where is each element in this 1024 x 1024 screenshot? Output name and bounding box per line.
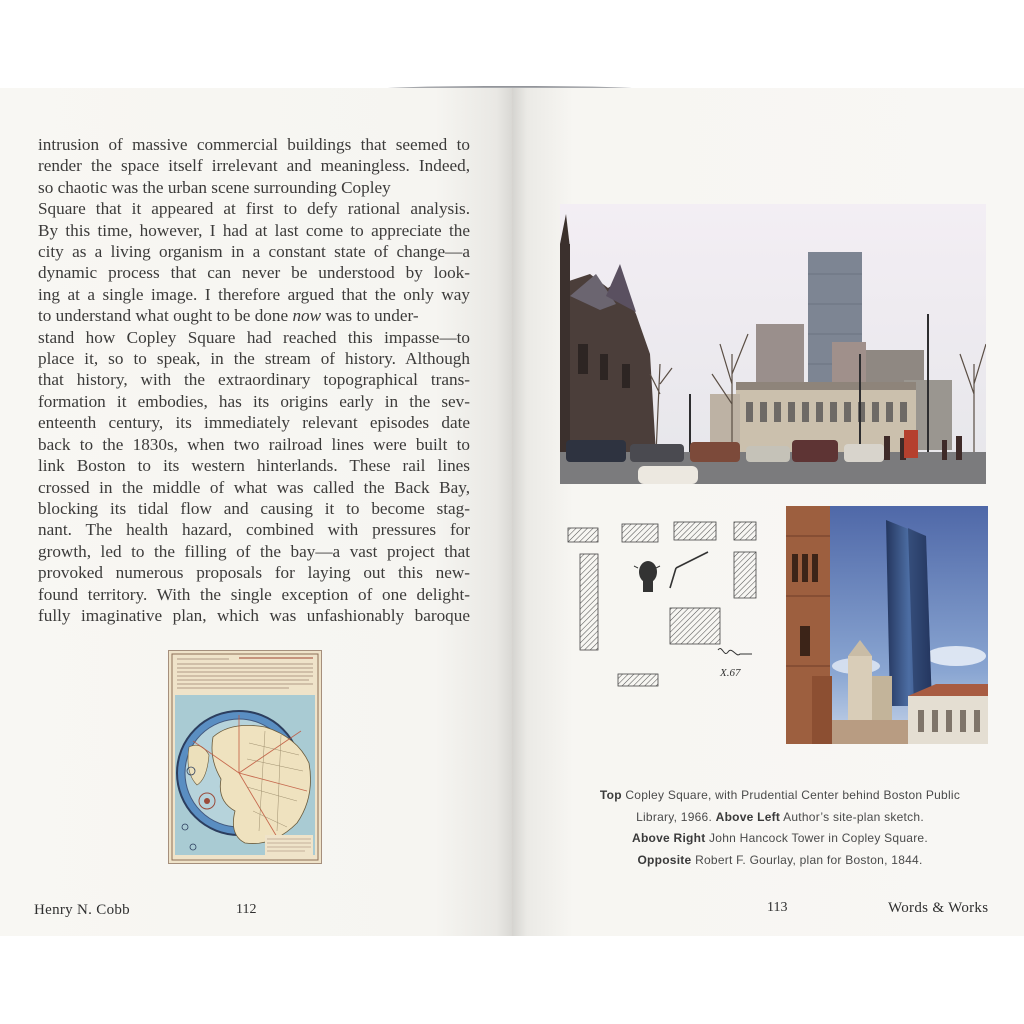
hancock-tower-photo: [786, 506, 988, 744]
text-line: ing at a single image. I therefore argued that the only way: [38, 284, 470, 304]
copley-square-illustration: [560, 204, 986, 484]
text-line: Square that it appeared at first to defy rational analysis.: [38, 199, 470, 219]
text-line: enteenth century, its immediately relevant episodes date: [38, 413, 470, 433]
sketch-date: X.67: [720, 667, 741, 679]
sketch-illustration: [562, 508, 772, 690]
copley-square-photo: [560, 204, 986, 484]
caption-text-above-left: Author’s site-plan sketch.: [783, 809, 924, 824]
gourlay-plan-image: [168, 650, 322, 864]
body-text: [38, 134, 470, 626]
italic-emphasis: now: [292, 306, 322, 326]
text-line: growth, led to the filling of the bay—a vast project that: [38, 541, 470, 561]
caption-label-top: Top: [599, 788, 622, 802]
caption-label-opposite: Opposite: [637, 852, 692, 867]
text-line: so chaotic was the urban scene surrounding Copley: [38, 177, 391, 197]
text-line: dynamic process that can never be understood by look-: [38, 263, 470, 283]
text-line: blocking its tidal flow and causing it to become stag-: [38, 498, 470, 518]
text-line: back to the 1830s, when two railroad lines were built to: [38, 434, 470, 454]
text-line: render the space itself irrelevant and meaningless. Indeed,: [38, 156, 470, 176]
plan-illustration: [169, 651, 321, 863]
caption-label-above-left: Above Left: [715, 809, 781, 824]
text-line: intrusion of massive commercial buildings that seemed to: [38, 135, 470, 154]
figure-caption: [580, 785, 980, 871]
caption-text-above-right: John Hancock Tower in Copley Square.: [709, 831, 928, 845]
text-line: link Boston to its western hinterlands. These rail lines: [38, 456, 470, 476]
book-spread: [0, 88, 1024, 936]
text-line: that history, with the extraordinary topographical trans-: [38, 370, 470, 390]
text-line: fully imaginative plan, which was unfashionably baroque: [38, 605, 470, 625]
page-number-left: 112: [236, 902, 257, 917]
text-line: provoked numerous proposals for laying out this new-: [38, 563, 470, 583]
caption-line-above-right: [580, 828, 980, 850]
caption-text-opposite: Robert F. Gourlay, plan for Boston, 1844.: [695, 852, 923, 867]
text-line: By this time, however, I had at last come to appreciate the: [38, 220, 470, 240]
left-page: [0, 88, 512, 936]
text-line: city as a living organism in a constant state of change—a: [38, 242, 470, 262]
caption-line-top: [580, 785, 980, 828]
text-line: stand how Copley Square had reached this impasse—to: [38, 327, 470, 347]
text-line: crossed in the middle of what was called the Back Bay,: [38, 477, 470, 497]
caption-label-above-right: Above Right: [632, 831, 706, 845]
text-line: formation it embodies, has its origins early in the sev-: [38, 391, 470, 411]
site-plan-sketch: [562, 508, 772, 690]
page-number-right: 113: [767, 900, 788, 915]
text-line: found territory. With the single exception of one delight-: [38, 584, 470, 604]
running-footer-title: Words & Works: [888, 900, 989, 916]
hancock-tower-illustration: [786, 506, 988, 744]
text-line: to understand what ought to be done now was to under-: [38, 306, 419, 326]
caption-text-top: Copley Square, with Prudential Center behind Boston Public Library, 1966.: [625, 788, 961, 824]
running-footer-author: Henry N. Cobb: [34, 902, 130, 918]
text-line: place it, so to speak, in the stream of history. Although: [38, 349, 470, 369]
caption-line-opposite: [580, 850, 980, 872]
text-line: nant. The health hazard, combined with pressures for: [38, 520, 470, 540]
